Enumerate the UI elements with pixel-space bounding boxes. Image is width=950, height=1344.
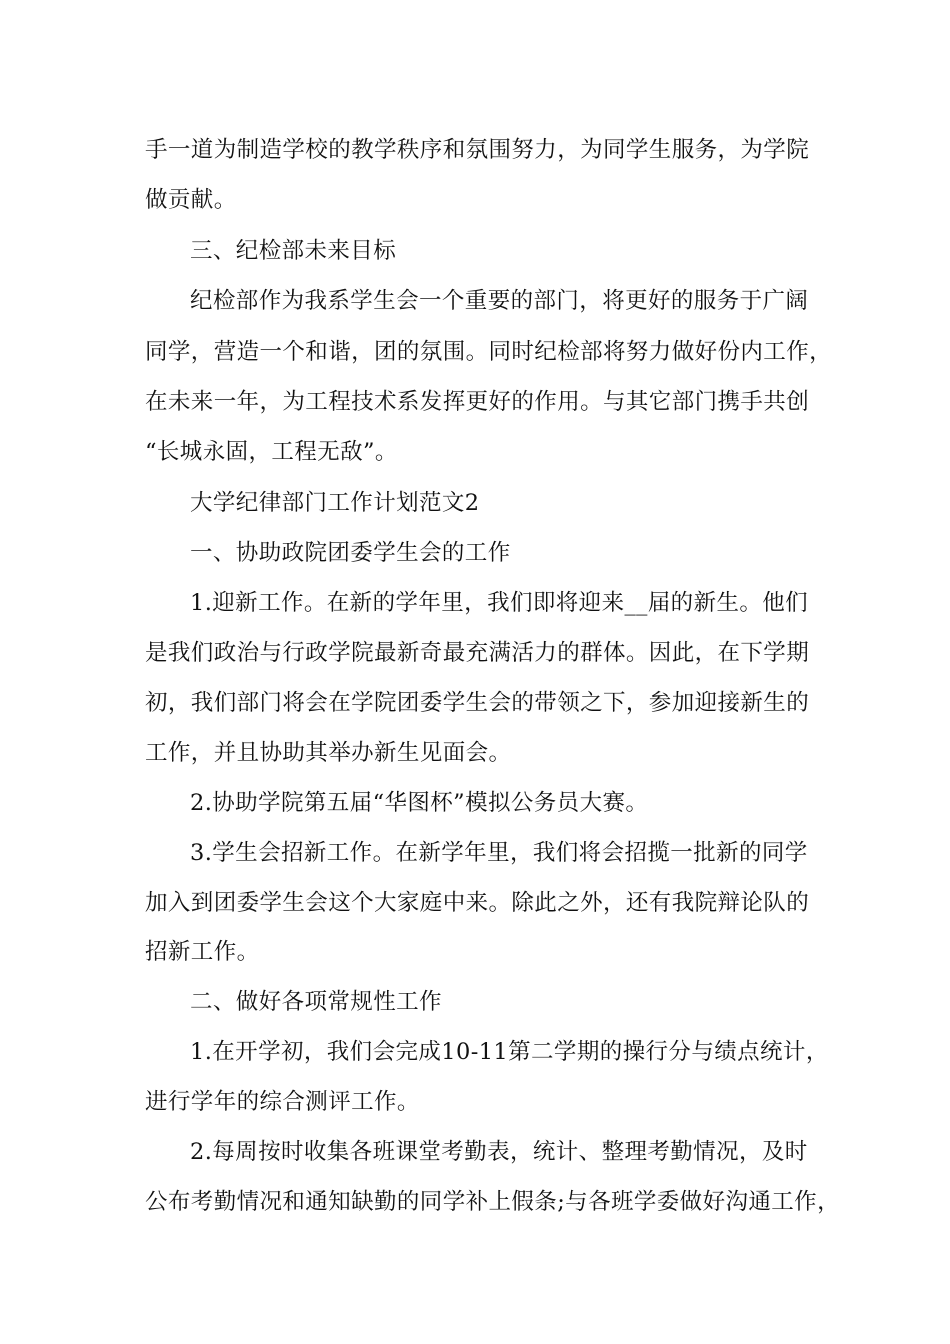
paragraph-line: 手一道为制造学校的教学秩序和氛围努力，为同学生服务，为学院 xyxy=(145,137,810,163)
paragraph-line: 做贡献。 xyxy=(145,187,237,213)
section-heading: 二、做好各项常规性工作 xyxy=(190,989,442,1015)
paragraph-line: 公布考勤情况和通知缺勤的同学补上假条;与各班学委做好沟通工作， xyxy=(145,1189,840,1215)
paragraph-line: 加入到团委学生会这个大家庭中来。除此之外，还有我院辩论队的 xyxy=(145,890,810,916)
paragraph-line: 1.迎新工作。在新的学年里，我们即将迎来__届的新生。他们 xyxy=(190,590,809,616)
section-heading: 一、协助政院团委学生会的工作 xyxy=(190,540,511,566)
paragraph-line: 是我们政治与行政学院最新奇最充满活力的群体。因此，在下学期 xyxy=(145,640,810,666)
paragraph-line: 3.学生会招新工作。在新学年里，我们将会招揽一批新的同学 xyxy=(190,840,808,866)
paragraph-line: 同学，营造一个和谐，团的氛围。同时纪检部将努力做好份内工作， xyxy=(145,339,833,365)
paragraph-line: 进行学年的综合测评工作。 xyxy=(145,1089,420,1115)
paragraph-line: 2.协助学院第五届“华图杯”模拟公务员大赛。 xyxy=(190,790,649,816)
paragraph-line: 在未来一年，为工程技术系发挥更好的作用。与其它部门携手共创 xyxy=(145,389,810,415)
section-heading: 三、纪检部未来目标 xyxy=(190,238,397,264)
paragraph-line: 工作，并且协助其举办新生见面会。 xyxy=(145,740,512,766)
paragraph-line: 纪检部作为我系学生会一个重要的部门，将更好的服务于广阔 xyxy=(190,288,809,314)
paragraph-line: “长城永固，工程无敌”。 xyxy=(145,439,398,465)
paragraph-line: 1.在开学初，我们会完成10-11第二学期的操行分与绩点统计， xyxy=(190,1039,829,1065)
paragraph-line: 招新工作。 xyxy=(145,939,260,965)
paragraph-line: 2.每周按时收集各班课堂考勤表，统计、整理考勤情况，及时 xyxy=(190,1139,808,1165)
paragraph-line: 初，我们部门将会在学院团委学生会的带领之下，参加迎接新生的 xyxy=(145,690,810,716)
document-title: 大学纪律部门工作计划范文2 xyxy=(190,490,480,516)
